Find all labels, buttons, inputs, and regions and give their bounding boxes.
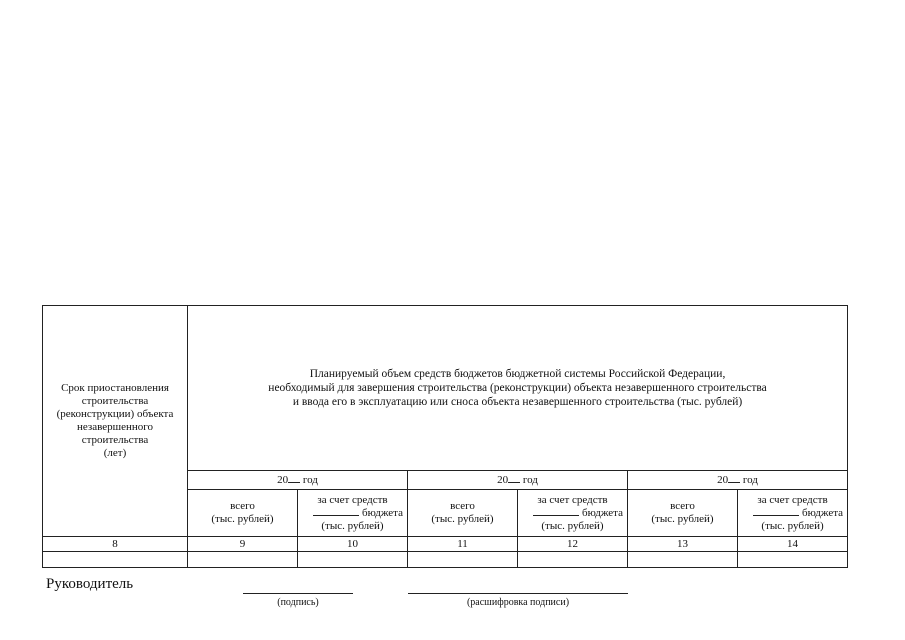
main-header-line: Планируемый объем средств бюджетов бюджетной системы Российской Федерации, [309,368,726,380]
budget-header: за счет средств бюджета (тыс. рублей) [518,490,628,537]
signature-name-line[interactable] [408,593,628,594]
planned-budget-header [188,306,848,471]
left-header-line: Срок приостановления [61,382,169,394]
budget-table [42,305,848,568]
empty-cell[interactable] [408,552,518,568]
left-header-line: строительства [81,434,149,446]
empty-cell[interactable] [43,552,188,568]
year-header-3: 20 год [628,471,848,490]
column-number: 8 [43,537,188,552]
year-header-2: 20 год [408,471,628,490]
empty-cell[interactable] [188,552,298,568]
signature-line[interactable] [243,593,353,594]
year-header-1: 20 год [188,471,408,490]
budget-blank [753,515,799,516]
total-header: всего (тыс. рублей) [188,490,298,537]
column-number: 11 [408,537,518,552]
main-header-line: и ввода его в эксплуатацию или сноса объекта незавершенного строительства (тыс. рублей) [292,396,743,408]
budget-header: за счет средств бюджета (тыс. рублей) [298,490,408,537]
head-label: Руководитель [46,576,134,592]
column-number: 10 [298,537,408,552]
left-header-line: (реконструкции) объекта [56,408,174,420]
year-blank [728,482,740,483]
empty-cell[interactable] [518,552,628,568]
column-number: 14 [738,537,848,552]
total-header: всего (тыс. рублей) [408,490,518,537]
left-header-line: незавершенного [76,421,153,433]
empty-cell[interactable] [738,552,848,568]
column-number: 12 [518,537,628,552]
main-header-line: необходимый для завершения строительства (реконструкции) объекта незавершенного строительства [268,382,767,394]
column-number: 13 [628,537,738,552]
signature-caption: (подпись) [277,597,319,608]
year-blank [288,482,300,483]
empty-cell[interactable] [298,552,408,568]
budget-blank [533,515,579,516]
year-blank [508,482,520,483]
left-header-line: строительства [81,395,149,407]
column-number: 9 [188,537,298,552]
budget-blank [313,515,359,516]
total-header: всего (тыс. рублей) [628,490,738,537]
left-header-line: (лет) [103,447,127,459]
budget-header: за счет средств бюджета (тыс. рублей) [738,490,848,537]
empty-cell[interactable] [628,552,738,568]
suspension-period-header [43,306,188,537]
signature-name-caption: (расшифровка подписи) [466,597,570,608]
